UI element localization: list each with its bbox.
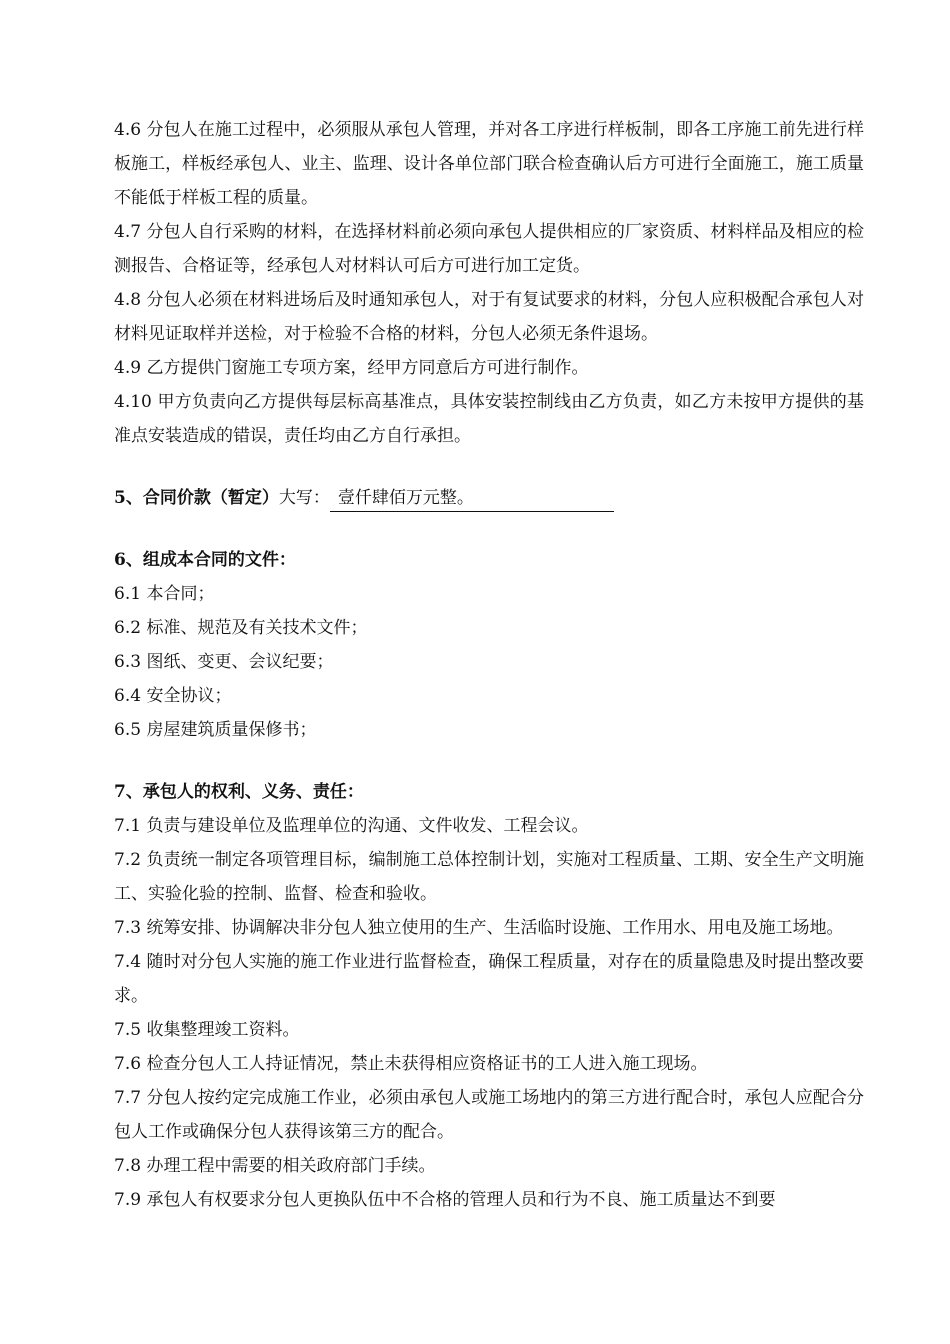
clause-7-3: 7.3 统筹安排、协调解决非分包人独立使用的生产、生活临时设施、工作用水、用电及施工场地。 xyxy=(114,918,844,938)
section-7-contractor-duties xyxy=(114,775,864,1217)
clause-7-7: 7.7 分包人按约定完成施工作业，必须由承包人或施工场地内的第三方进行配合时，承包人应配合分包人工作或确保分包人获得该第三方的配合。 xyxy=(114,1088,864,1142)
clause-7-9: 7.9 承包人有权要求分包人更换队伍中不合格的管理人员和行为不良、施工质量达不到要 xyxy=(114,1190,776,1210)
amount-in-words: 壹仟肆佰万元整。 xyxy=(330,485,614,512)
document-item: 6.4 安全协议； xyxy=(114,686,232,706)
section-4-clauses xyxy=(114,113,864,453)
section-6-documents xyxy=(114,543,864,747)
clause-4-9: 4.9 乙方提供门窗施工专项方案，经甲方同意后方可进行制作。 xyxy=(114,358,589,378)
document-item: 6.1 本合同； xyxy=(114,584,215,604)
amount-label: 大写： xyxy=(278,488,330,508)
contract-price-heading: 5、合同价款（暂定） xyxy=(114,488,279,508)
section-6-heading: 6、组成本合同的文件： xyxy=(114,550,296,570)
clause-4-6: 4.6 分包人在施工过程中，必须服从承包人管理，并对各工序进行样板制，即各工序施工前先进行样板施工，样板经承包人、业主、监理、设计各单位部门联合检查确认后方可进行全面施工，施工质量不能低于样板工程的质量。 xyxy=(114,120,864,208)
clause-7-1: 7.1 负责与建设单位及监理单位的沟通、文件收发、工程会议。 xyxy=(114,816,589,836)
clause-7-5: 7.5 收集整理竣工资料。 xyxy=(114,1020,300,1040)
document-body xyxy=(114,113,864,1217)
spacer xyxy=(114,747,864,775)
clause-7-2: 7.2 负责统一制定各项管理目标，编制施工总体控制计划，实施对工程质量、工期、安全生产文明施工、实验化验的控制、监督、检查和验收。 xyxy=(114,850,864,904)
document-item: 6.2 标准、规范及有关技术文件； xyxy=(114,618,368,638)
section-7-heading: 7、承包人的权利、义务、责任： xyxy=(114,782,364,802)
clause-4-8: 4.8 分包人必须在材料进场后及时通知承包人，对于有复试要求的材料，分包人应积极配合承包人对材料见证取样并送检，对于检验不合格的材料，分包人必须无条件退场。 xyxy=(114,290,864,344)
spacer xyxy=(114,453,864,481)
document-item: 6.5 房屋建筑质量保修书； xyxy=(114,720,317,740)
document-item: 6.3 图纸、变更、会议纪要； xyxy=(114,652,334,672)
contract-price-line xyxy=(114,481,864,515)
clause-4-7: 4.7 分包人自行采购的材料，在选择材料前必须向承包人提供相应的厂家资质、材料样品及相应的检测报告、合格证等，经承包人对材料认可后方可进行加工定货。 xyxy=(114,222,864,276)
clause-7-4: 7.4 随时对分包人实施的施工作业进行监督检查，确保工程质量，对存在的质量隐患及时提出整改要求。 xyxy=(114,952,864,1006)
clause-7-6: 7.6 检查分包人工人持证情况，禁止未获得相应资格证书的工人进入施工现场。 xyxy=(114,1054,708,1074)
clause-7-8: 7.8 办理工程中需要的相关政府部门手续。 xyxy=(114,1156,436,1176)
clause-4-10: 4.10 甲方负责向乙方提供每层标高基准点，具体安装控制线由乙方负责，如乙方未按甲方提供的基准点安装造成的错误，责任均由乙方自行承担。 xyxy=(114,392,864,446)
spacer xyxy=(114,515,864,543)
